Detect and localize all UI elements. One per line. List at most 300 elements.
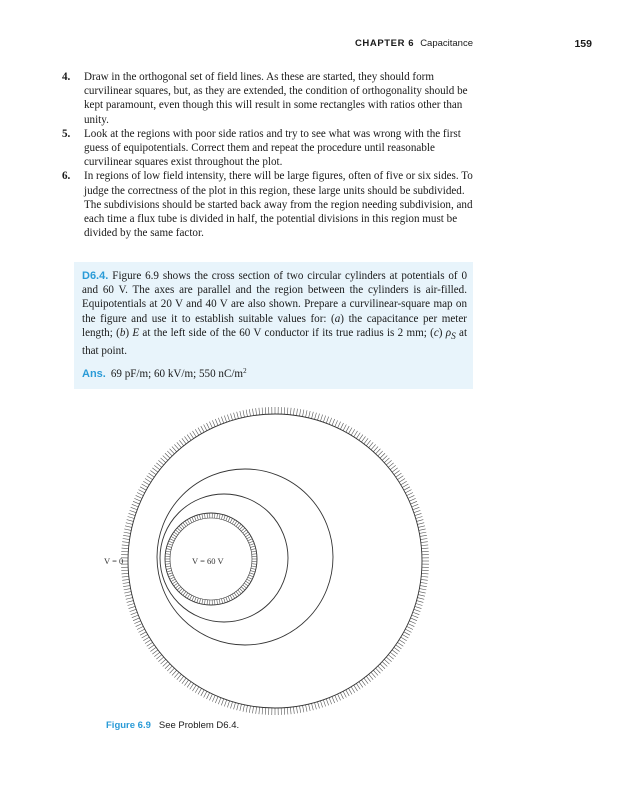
hatch-mark — [132, 504, 139, 507]
hatch-mark — [361, 680, 365, 686]
hatch-mark — [215, 419, 218, 425]
hatch-mark — [221, 515, 222, 520]
drill-label: D6.4. — [82, 270, 109, 282]
hatch-mark — [420, 539, 427, 540]
hatch-mark — [181, 590, 184, 594]
hatch-mark — [300, 706, 301, 713]
hatch-mark — [240, 411, 242, 418]
hatch-mark — [154, 652, 159, 656]
hatch-mark — [376, 668, 381, 673]
hatch-mark — [204, 513, 205, 518]
hatch-mark — [125, 595, 132, 597]
hatch-mark — [228, 517, 230, 522]
hatch-mark — [373, 447, 378, 452]
hatch-mark — [392, 468, 398, 472]
hatch-mark — [421, 576, 428, 577]
hatch-mark — [380, 664, 385, 669]
hatch-mark — [177, 442, 181, 447]
hatch-mark — [421, 545, 428, 546]
hatch-mark — [241, 528, 245, 531]
hatch-mark — [247, 579, 251, 581]
hatch-mark — [418, 526, 425, 528]
hatch-mark — [125, 526, 132, 528]
hatch-mark — [167, 546, 172, 547]
hatch-mark — [259, 408, 260, 415]
hatch-mark — [192, 431, 196, 437]
hatch-mark — [128, 603, 135, 605]
hatch-mark — [195, 687, 199, 693]
hatch-mark — [190, 595, 192, 599]
hatch-mark — [184, 436, 188, 442]
hatch-mark — [126, 523, 133, 525]
hatch-mark — [127, 520, 134, 522]
hatch-mark — [249, 409, 250, 416]
hatch-mark — [123, 535, 130, 536]
hatch-mark — [335, 695, 338, 701]
hatch-mark — [366, 676, 370, 681]
hatch-mark — [126, 598, 133, 600]
hatch-mark — [413, 612, 420, 614]
drill-variable: ρ — [445, 326, 452, 339]
hatch-mark — [384, 659, 389, 664]
hatch-mark — [198, 688, 202, 694]
hatch-mark — [343, 691, 346, 697]
hatch-mark — [230, 595, 232, 599]
hatch-mark — [226, 516, 228, 521]
hatch-mark — [243, 705, 244, 712]
hatch-mark — [134, 621, 140, 624]
hatch-mark — [399, 478, 405, 482]
hatch-mark — [127, 601, 134, 603]
hatch-mark — [182, 678, 186, 684]
hatch-mark — [404, 487, 410, 490]
hatch-mark — [417, 520, 424, 522]
hatch-mark — [416, 516, 423, 518]
hatch-mark — [171, 536, 175, 538]
hatch-mark — [237, 703, 239, 710]
hatch-mark — [312, 412, 314, 419]
hatch-mark — [224, 598, 226, 603]
hatch-mark — [394, 647, 400, 651]
hatch-mark — [259, 707, 260, 714]
hatch-mark — [165, 564, 170, 565]
drill-part-label: b — [119, 326, 126, 339]
hatch-mark — [122, 542, 129, 543]
hatch-mark — [123, 539, 130, 540]
hatch-mark — [250, 571, 255, 572]
hatch-mark — [419, 532, 426, 533]
hatch-mark — [187, 682, 191, 688]
hatch-mark — [250, 546, 255, 547]
hatch-mark — [335, 420, 338, 426]
hatch-mark — [245, 581, 249, 584]
hatch-mark — [407, 493, 413, 496]
hatch-mark — [174, 444, 179, 449]
hatch-mark — [420, 535, 427, 536]
hatch-mark — [217, 513, 218, 518]
hatch-mark — [421, 548, 428, 549]
hatch-mark — [326, 699, 328, 706]
hatch-mark — [247, 536, 251, 538]
hatch-mark — [359, 435, 363, 441]
hatch-mark — [359, 682, 363, 688]
hatch-mark — [416, 603, 423, 605]
hatch-mark — [201, 426, 204, 432]
hatch-mark — [244, 583, 248, 586]
hatch-mark — [315, 703, 317, 710]
hatch-mark — [412, 504, 419, 507]
hatch-mark — [212, 695, 215, 701]
hatch-mark — [243, 585, 247, 588]
hatch-mark — [187, 520, 190, 524]
hatch-mark — [392, 650, 398, 654]
chapter-label: CHAPTER 6 — [354, 38, 415, 49]
hatch-mark — [140, 632, 146, 635]
hatch-mark — [128, 516, 135, 518]
hatch-mark — [149, 645, 155, 649]
hatch-mark — [199, 599, 200, 604]
hatch-mark — [411, 618, 417, 621]
hatch-mark — [122, 573, 129, 574]
drill-text-part: ) the capacitance per meter length; ( — [82, 312, 467, 339]
hatch-mark — [124, 592, 131, 593]
hatch-mark — [234, 413, 236, 420]
hatch-mark — [317, 702, 319, 709]
hatch-mark — [232, 594, 235, 598]
hatch-mark — [290, 707, 291, 714]
hatch-mark — [390, 465, 395, 469]
hatch-mark — [150, 470, 156, 474]
hatch-mark — [130, 510, 137, 512]
hatch-mark — [152, 468, 158, 472]
hatch-mark — [122, 548, 129, 549]
answer-superscript: 2 — [243, 367, 247, 376]
hatch-mark — [249, 575, 254, 577]
drill-text-part: ) — [125, 326, 133, 339]
hatch-mark — [251, 568, 256, 569]
hatch-mark — [317, 414, 319, 421]
hatch-mark — [234, 703, 236, 710]
hatch-mark — [156, 655, 161, 659]
hatch-mark — [172, 581, 176, 584]
hatch-mark — [219, 599, 220, 604]
hatch-mark — [376, 449, 381, 454]
hatch-mark — [185, 521, 188, 525]
page-number: 159 — [574, 38, 592, 50]
hatch-mark — [329, 418, 332, 425]
hatch-mark — [165, 664, 170, 669]
hatch-mark — [166, 549, 171, 550]
hatch-mark — [136, 495, 142, 498]
hatch-mark — [390, 652, 395, 656]
drill-text-part: ) — [438, 326, 446, 339]
outer-cylinder-0v — [128, 414, 422, 708]
hatch-mark — [411, 501, 417, 504]
hatch-mark — [168, 544, 173, 546]
hatch-mark — [243, 410, 244, 417]
hatch-mark — [140, 487, 146, 490]
hatch-mark — [296, 706, 297, 713]
hatch-mark — [122, 576, 129, 577]
hatch-mark — [409, 498, 415, 501]
hatch-mark — [405, 629, 411, 632]
hatch-mark — [139, 490, 145, 493]
hatch-mark — [142, 635, 148, 639]
inner-potential-label: V = 60 V — [192, 556, 224, 566]
hatch-mark — [419, 592, 426, 593]
hatch-mark — [340, 423, 343, 429]
hatch-mark — [373, 670, 378, 675]
hatch-mark — [145, 640, 151, 644]
hatch-mark — [230, 702, 232, 709]
hatch-mark — [171, 579, 175, 581]
hatch-mark — [388, 655, 393, 659]
hatch-mark — [421, 542, 428, 543]
hatch-mark — [320, 415, 322, 422]
hatch-mark — [167, 451, 172, 456]
hatch-mark — [165, 554, 170, 555]
hatch-mark — [240, 526, 243, 530]
hatch-mark — [224, 416, 226, 423]
hatch-mark — [420, 582, 427, 583]
hatch-mark — [405, 490, 411, 493]
hatch-mark — [293, 707, 294, 714]
hatch-mark — [158, 657, 163, 662]
hatch-mark — [172, 534, 176, 537]
hatch-mark — [236, 523, 239, 527]
hatch-mark — [137, 626, 143, 629]
hatch-mark — [212, 420, 215, 426]
hatch-mark — [163, 662, 168, 667]
hatch-mark — [139, 629, 145, 632]
hatch-mark — [351, 429, 355, 435]
caption-text: See Problem D6.4. — [158, 720, 240, 731]
hatch-mark — [378, 666, 383, 671]
hatch-mark — [300, 409, 301, 416]
hatch-mark — [131, 612, 138, 614]
hatch-mark — [287, 408, 288, 415]
hatch-mark — [388, 463, 393, 467]
hatch-mark — [167, 571, 172, 572]
hatch-mark — [415, 513, 422, 515]
hatch-mark — [396, 473, 402, 477]
outer-potential-label: V = 0 — [104, 556, 124, 566]
hatch-mark — [136, 624, 142, 627]
hatch-mark — [371, 672, 376, 677]
hatch-mark — [169, 575, 174, 577]
hatch-mark — [142, 484, 148, 488]
hatch-mark — [354, 431, 358, 437]
hatch-mark — [131, 507, 138, 509]
hatch-mark — [169, 541, 174, 543]
hatch-mark — [224, 515, 226, 520]
hatch-mark — [190, 518, 192, 522]
hatch-mark — [371, 444, 376, 449]
hatch-mark — [183, 591, 186, 595]
hatch-mark — [262, 408, 263, 415]
hatch-mark — [402, 484, 408, 488]
hatch-mark — [185, 593, 188, 597]
hatch-mark — [420, 586, 427, 587]
hatch-mark — [413, 507, 420, 509]
hatch-mark — [145, 478, 151, 482]
hatch-mark — [199, 515, 200, 520]
drill-part-label: a — [334, 312, 341, 325]
hatch-mark — [147, 642, 153, 646]
hatch-mark — [187, 435, 191, 441]
hatch-mark — [166, 566, 171, 567]
hatch-mark — [356, 683, 360, 689]
hatch-mark — [201, 690, 204, 696]
hatch-mark — [147, 476, 153, 480]
hatch-mark — [194, 516, 196, 521]
hatch-mark — [177, 528, 181, 531]
hatch-mark — [181, 524, 184, 528]
hatch-mark — [123, 582, 130, 583]
hatch-mark — [150, 647, 156, 651]
hatch-mark — [399, 640, 405, 644]
hatch-mark — [179, 588, 182, 592]
hatch-mark — [369, 442, 373, 447]
hatch-mark — [415, 606, 422, 608]
hatch-mark — [252, 564, 257, 565]
hatch-mark — [190, 683, 194, 689]
hatch-mark — [246, 410, 247, 417]
hatch-mark — [137, 493, 143, 496]
hatch-mark — [177, 587, 181, 590]
hatch-mark — [384, 458, 389, 463]
hatch-mark — [194, 597, 196, 602]
hatch-mark — [134, 498, 140, 501]
hatch-mark — [408, 624, 414, 627]
hatch-mark — [404, 632, 410, 635]
hatch-mark — [209, 694, 212, 700]
hatch-mark — [244, 532, 248, 535]
hatch-mark — [217, 600, 218, 605]
hatch-mark — [250, 573, 255, 575]
hatch-mark — [197, 515, 199, 520]
hatch-mark — [207, 423, 210, 429]
hatch-mark — [172, 670, 177, 675]
hatch-mark — [179, 526, 182, 530]
hatch-mark — [124, 589, 131, 590]
hatch-mark — [161, 659, 166, 664]
step-number: 5. — [62, 127, 71, 140]
hatch-mark — [402, 635, 408, 639]
hatch-mark — [323, 416, 325, 423]
hatch-mark — [251, 566, 256, 567]
hatch-mark — [123, 586, 130, 587]
hatch-mark — [326, 417, 328, 424]
hatch-mark — [236, 591, 239, 595]
hatch-mark — [122, 579, 129, 580]
hatch-mark — [132, 615, 139, 618]
hatch-mark — [130, 609, 137, 611]
drill-variable: E — [132, 326, 140, 339]
hatch-mark — [221, 599, 222, 604]
chapter-title: Capacitance — [420, 38, 473, 49]
hatch-mark — [380, 453, 385, 458]
hatch-mark — [219, 514, 220, 519]
hatch-mark — [170, 668, 175, 673]
hatch-mark — [192, 596, 194, 601]
hatch-mark — [315, 413, 317, 420]
answer-label: Ans. — [82, 368, 106, 381]
hatch-mark — [161, 458, 166, 463]
hatch-mark — [320, 701, 322, 708]
hatch-mark — [192, 517, 194, 522]
hatch-mark — [204, 691, 207, 697]
hatch-mark — [174, 672, 179, 677]
hatch-mark — [248, 577, 252, 579]
hatch-mark — [251, 551, 256, 552]
hatch-mark — [364, 438, 368, 444]
hatch-mark — [224, 700, 226, 707]
hatch-mark — [241, 587, 245, 590]
hatch-mark — [202, 514, 203, 519]
hatch-mark — [417, 601, 424, 603]
hatch-mark — [226, 597, 228, 602]
hatch-mark — [356, 433, 360, 439]
hatch-mark — [238, 524, 241, 528]
answer-text: 69 pF/m; 60 kV/m; 550 nC/m — [110, 368, 244, 381]
hatch-mark — [248, 539, 252, 541]
hatch-mark — [419, 529, 426, 530]
hatch-mark — [215, 697, 218, 703]
figure-caption — [106, 720, 239, 731]
step-text: Look at the regions with poor side ratios and try to see what was wrong with the first guess of equipotentials. Correct them and repeat the procedure until reasonable curvilinear squares exist throughout the plot. — [84, 127, 461, 169]
hatch-mark — [364, 678, 368, 684]
step-text: Draw in the orthogonal set of field lines. As these are started, they should form curvilinear squares, but, as they are extended, the condition of orthogonality should be kept paramount, even though this will result in some rectangles with ratios other than unity. — [84, 71, 468, 126]
hatch-mark — [346, 426, 349, 432]
hatch-mark — [175, 585, 179, 588]
step-number: 6. — [62, 170, 71, 183]
hatch-mark — [238, 590, 241, 594]
hatch-mark — [417, 598, 424, 600]
hatch-mark — [306, 410, 307, 417]
hatch-mark — [340, 693, 343, 699]
hatch-mark — [309, 704, 311, 711]
hatch-mark — [168, 573, 173, 575]
hatch-mark — [412, 615, 419, 618]
hatch-mark — [129, 606, 136, 608]
hatch-mark — [174, 532, 178, 535]
hatch-mark — [408, 495, 414, 498]
hatch-mark — [303, 705, 304, 712]
hatch-mark — [418, 595, 425, 597]
hatch-mark — [394, 470, 400, 474]
hatch-mark — [245, 534, 249, 537]
hatch-mark — [218, 698, 221, 705]
hatch-mark — [349, 428, 353, 434]
hatch-mark — [166, 551, 171, 552]
hatch-mark — [209, 422, 212, 428]
hatch-mark — [170, 539, 174, 541]
hatch-mark — [187, 594, 190, 598]
hatch-mark — [184, 680, 188, 686]
hatch-mark — [234, 593, 237, 597]
hatch-mark — [230, 518, 232, 522]
hatch-mark — [143, 637, 149, 641]
hatch-mark — [163, 456, 168, 461]
hatch-mark — [401, 481, 407, 485]
hatch-mark — [309, 411, 311, 418]
hatch-mark — [243, 530, 247, 533]
hatch-mark — [414, 510, 421, 512]
hatch-mark — [251, 549, 256, 550]
hatch-mark — [183, 523, 186, 527]
hatch-mark — [287, 707, 288, 714]
